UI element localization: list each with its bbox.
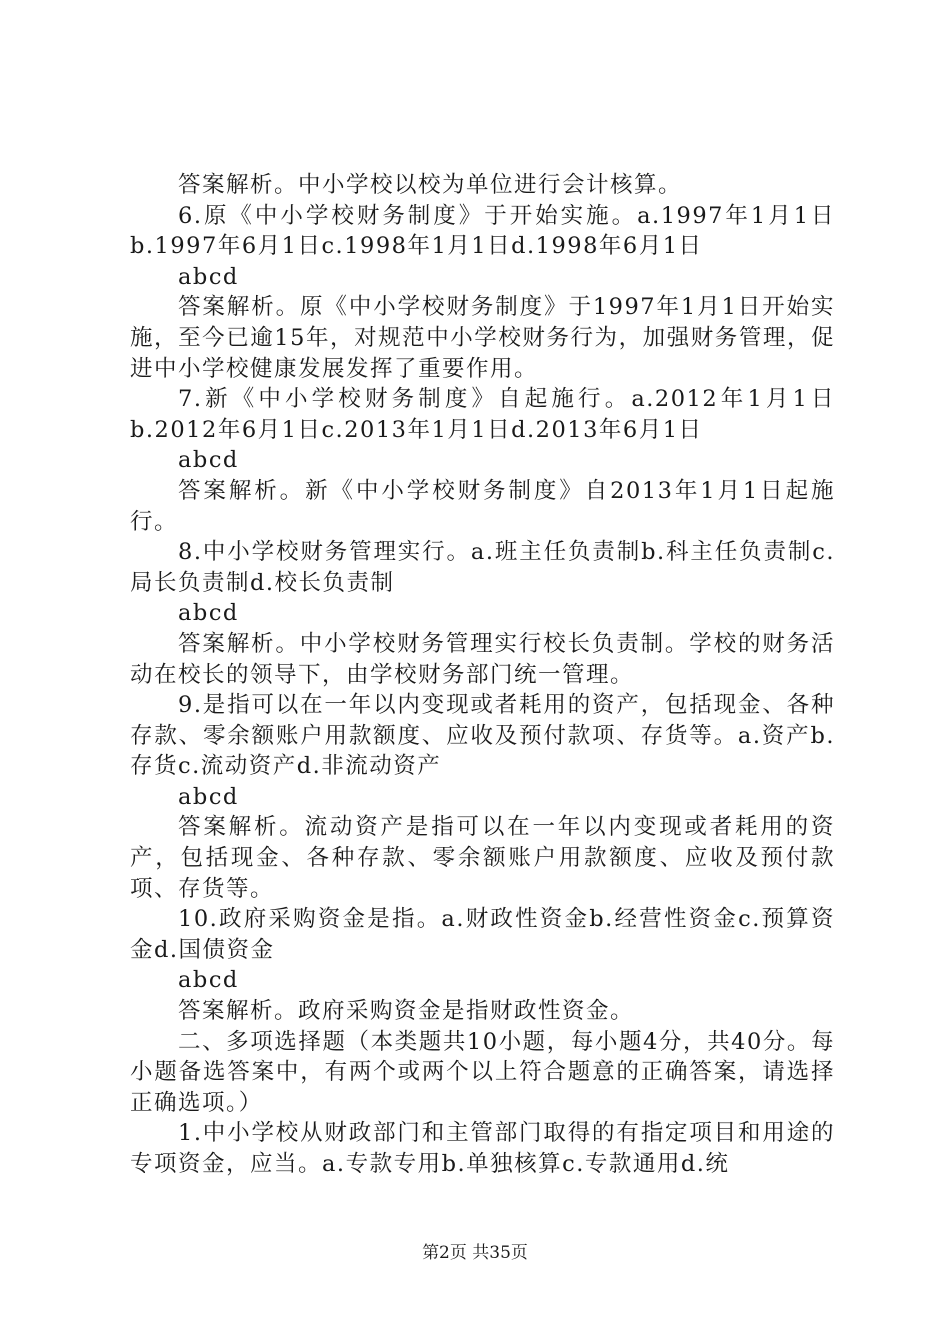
answer-explanation: 答案解析。中小学校财务管理实行校长负责制。学校的财务活动在校长的领导下，由学校财务部门统一管理。 xyxy=(130,630,835,688)
answer-explanation: 答案解析。原《中小学校财务制度》于1997年1月1日开始实施，至今已逾15年，对规范中小学校财务行为，加强财务管理，促进中小学校健康发展发挥了重要作用。 xyxy=(130,294,835,382)
answer-options: abcd xyxy=(178,967,239,994)
question-8: 8.中小学校财务管理实行。a.班主任负责制b.科主任负责制c.局长负责制d.校长负责制 xyxy=(130,539,835,596)
answer-options: abcd xyxy=(178,263,239,290)
document-body xyxy=(130,170,835,1180)
question-7: 7.新《中小学校财务制度》自起施行。a.2012年1月1日b.2012年6月1日c.2013年1月1日d.2013年6月1日 xyxy=(130,386,835,443)
section-heading: 二、多项选择题（本类题共10小题，每小题4分，共40分。每小题备选答案中，有两个或两个以上符合题意的正确答案，请选择正确选项。） xyxy=(130,1028,835,1116)
answer-explanation: 答案解析。流动资产是指可以在一年以内变现或者耗用的资产，包括现金、各种存款、零余额账户用款额度、应收及预付款项、存货等。 xyxy=(130,814,835,902)
answer-options: abcd xyxy=(178,783,239,810)
answer-options: abcd xyxy=(178,447,239,474)
answer-explanation: 答案解析。新《中小学校财务制度》自2013年1月1日起施行。 xyxy=(130,477,835,535)
multi-question-1: 1.中小学校从财政部门和主管部门取得的有指定项目和用途的专项资金，应当。a.专款专用b.单独核算c.专款通用d.统 xyxy=(130,1120,835,1177)
answer-options: abcd xyxy=(178,600,239,627)
question-10: 10.政府采购资金是指。a.财政性资金b.经营性资金c.预算资金d.国债资金 xyxy=(130,906,835,963)
paragraph: 答案解析。中小学校以校为单位进行会计核算。 xyxy=(178,172,683,198)
answer-explanation: 答案解析。政府采购资金是指财政性资金。 xyxy=(178,998,635,1025)
question-6: 6.原《中小学校财务制度》于开始实施。a.1997年1月1日b.1997年6月1日c.1998年1月1日d.1998年6月1日 xyxy=(130,202,835,260)
question-9: 9.是指可以在一年以内变现或者耗用的资产，包括现金、各种存款、零余额账户用款额度、应收及预付款项、存货等。a.资产b.存货c.流动资产d.非流动资产 xyxy=(130,692,835,780)
page-footer: 第2页 共35页 xyxy=(422,1243,528,1263)
